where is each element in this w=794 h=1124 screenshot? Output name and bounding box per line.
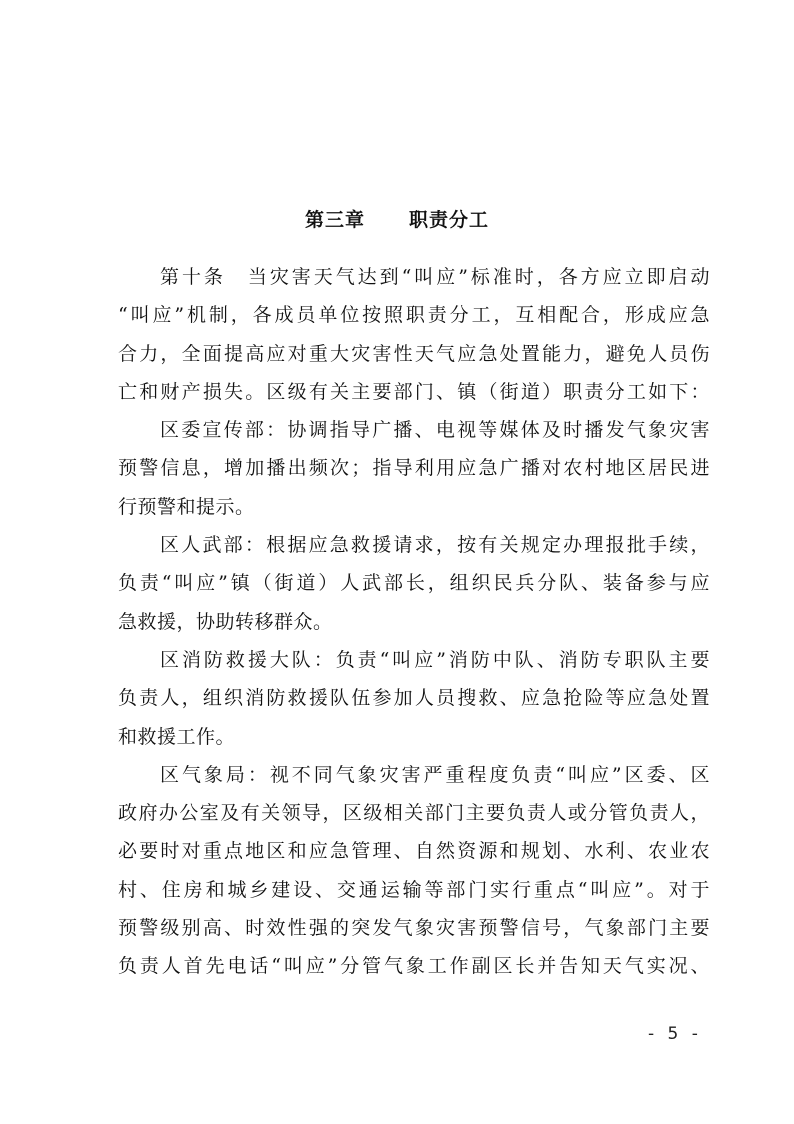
text-line: 合力，全面提高应对重大灾害性天气应急处置能力，避免人员伤 [118, 342, 710, 365]
text-line: 村、住房和城乡建设、交通运输等部门实行重点“叫应”。对于 [118, 878, 710, 901]
text-line: 负责人首先电话“叫应”分管气象工作副区长并告知天气实况、 [118, 955, 710, 978]
text-line: 区人武部：根据应急救援请求，按有关规定办理报批手续， [160, 534, 710, 557]
chapter-heading [0, 205, 794, 232]
text-line: 第十条 当灾害天气达到“叫应”标准时，各方应立即启动 [160, 266, 710, 288]
text-line: 政府办公室及有关领导，区级相关部门主要负责人或分管负责人， [118, 802, 710, 825]
text-line: 区气象局：视不同气象灾害严重程度负责“叫应”区委、区 [160, 763, 710, 786]
text-line: 区消防救援大队：负责“叫应”消防中队、消防专职队主要 [160, 648, 710, 671]
page-number: - 5 - [648, 1024, 702, 1044]
body-text [118, 258, 710, 986]
text-line: 和救援工作。 [118, 725, 236, 748]
text-line: 行预警和提示。 [118, 495, 255, 518]
chapter-number: 第三章 [304, 209, 365, 231]
text-line: “叫应”机制，各成员单位按照职责分工，互相配合，形成应急 [118, 304, 710, 327]
text-line: 预警级别高、时效性强的突发气象灾害预警信号，气象部门主要 [118, 917, 710, 940]
text-line: 区委宣传部：协调指导广播、电视等媒体及时播发气象灾害 [160, 419, 710, 442]
text-line: 必要时对重点地区和应急管理、自然资源和规划、水利、农业农 [118, 840, 710, 863]
text-line: 负责“叫应”镇（街道）人武部长，组织民兵分队、装备参与应 [118, 572, 710, 595]
text-line: 负责人，组织消防救援队伍参加人员搜救、应急抢险等应急处置 [118, 687, 710, 710]
text-line: 预警信息，增加播出频次；指导利用应急广播对农村地区居民进 [118, 457, 710, 480]
chapter-title: 职责分工 [409, 209, 490, 231]
text-line: 亡和财产损失。区级有关主要部门、镇（街道）职责分工如下： [118, 380, 710, 403]
text-line: 急救援，协助转移群众。 [118, 610, 333, 633]
